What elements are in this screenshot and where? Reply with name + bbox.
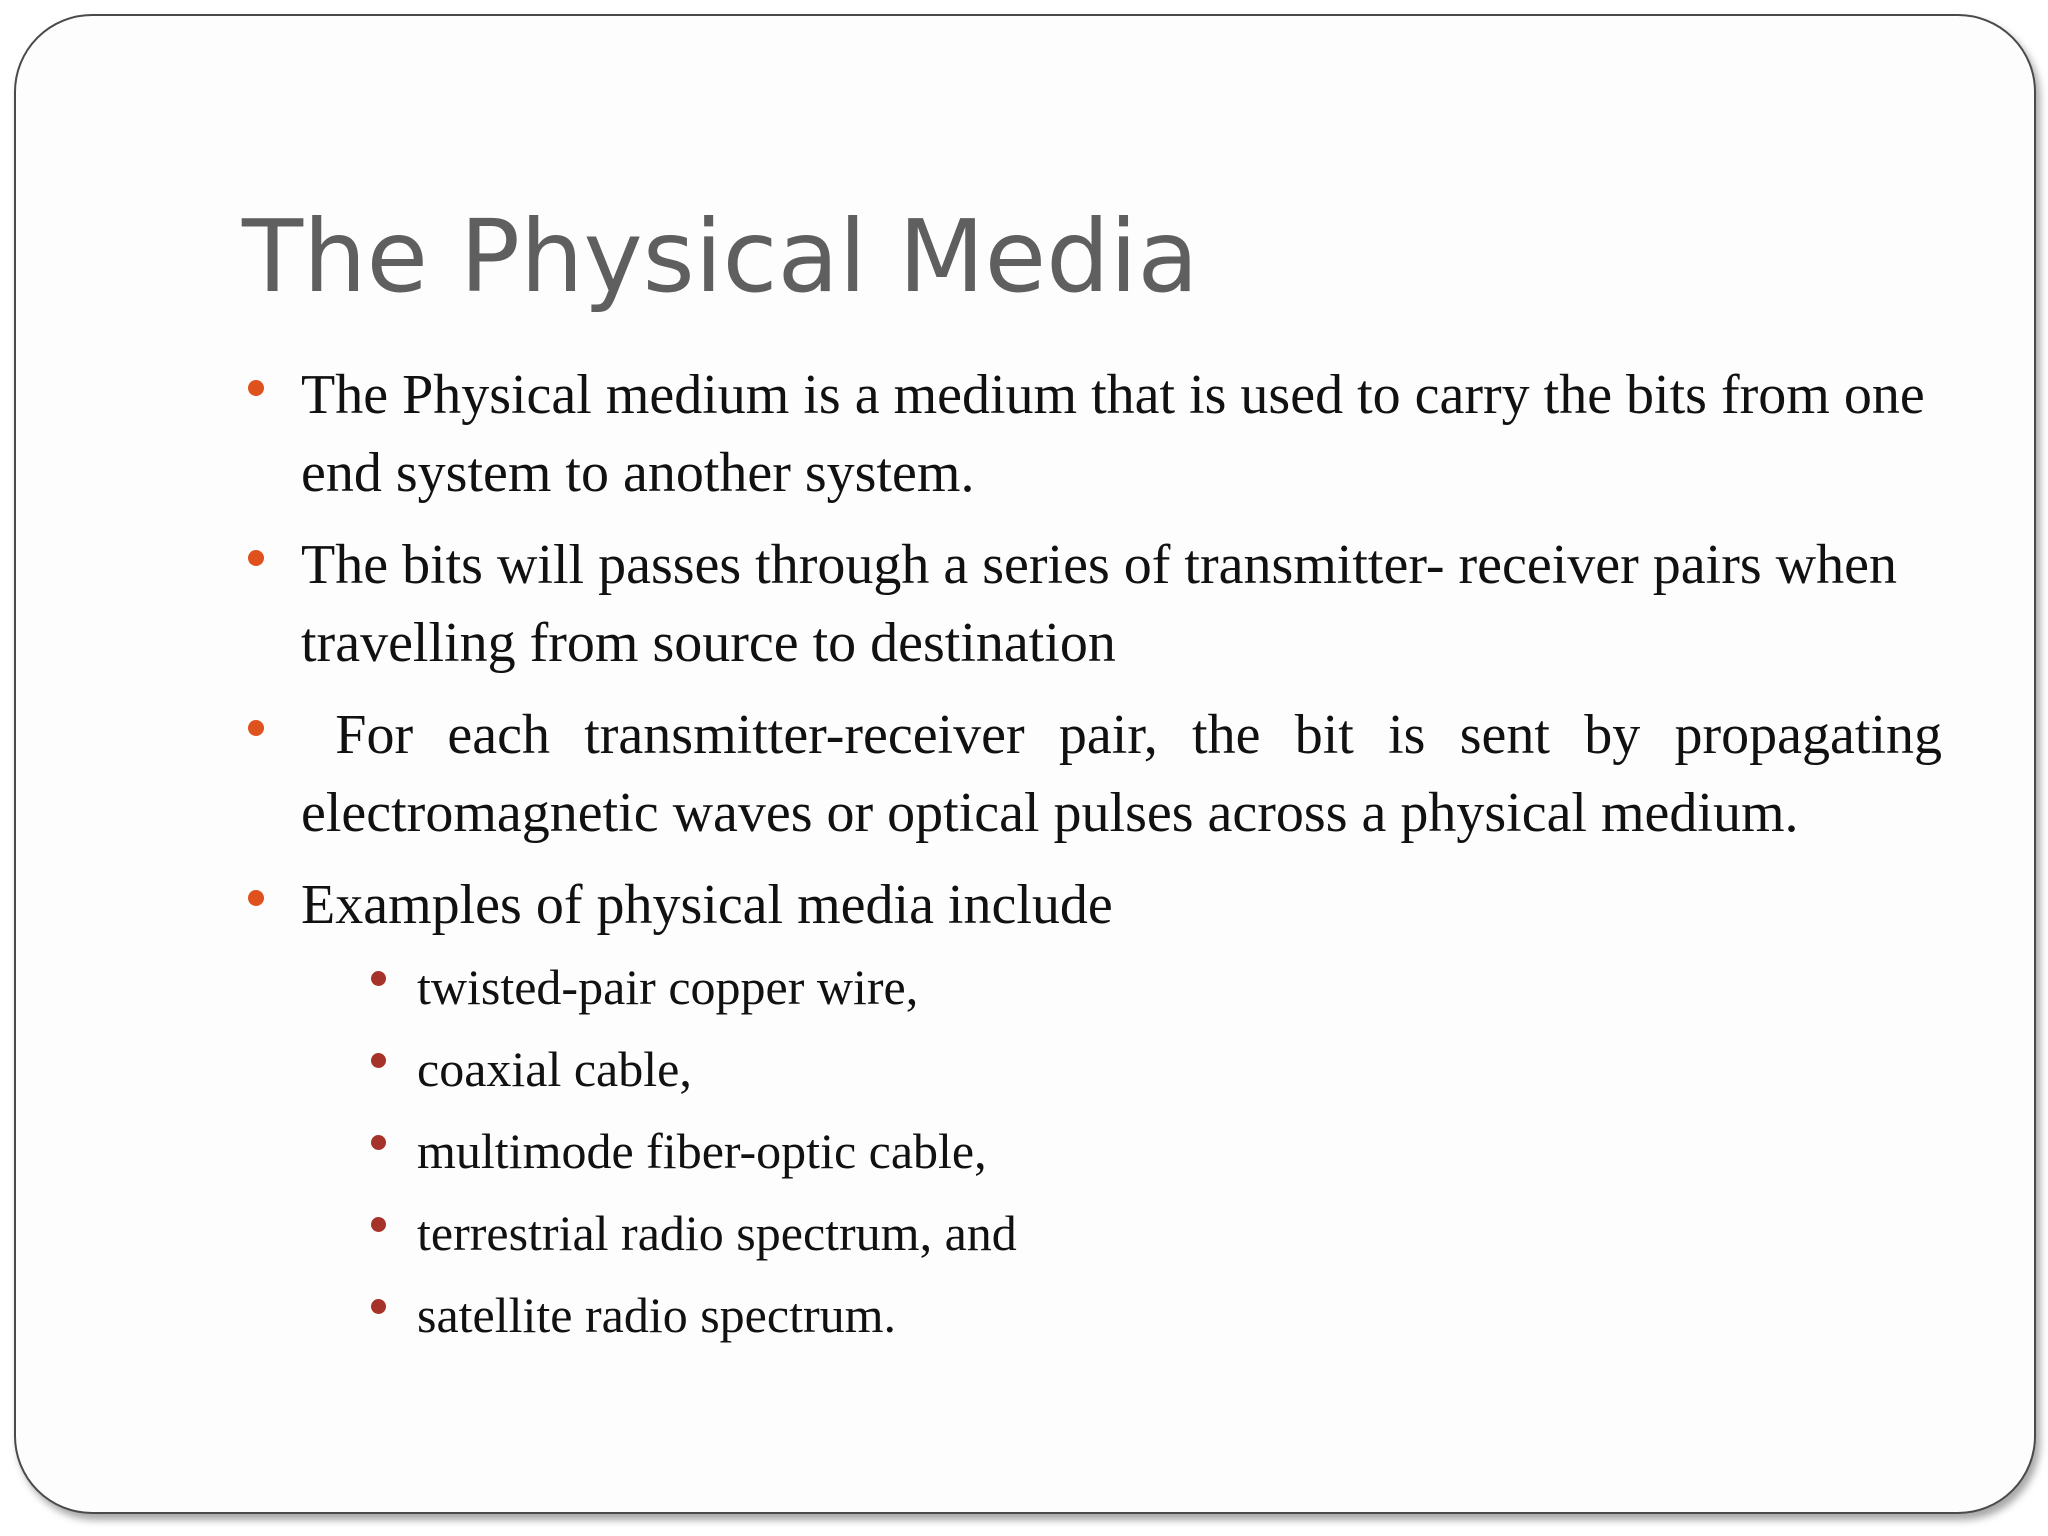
sub-bullet-dot-icon <box>371 971 386 986</box>
sub-bullet-item <box>301 1274 1942 1356</box>
sub-bullet-dot-icon <box>371 1217 386 1232</box>
bullet-text: Examples of physical media include <box>301 874 1113 936</box>
sub-bullet-item <box>301 1192 1942 1274</box>
bullet-dot-icon <box>248 720 264 736</box>
sub-bullet-dot-icon <box>371 1053 386 1068</box>
sub-bullet-text: coaxial cable, <box>417 1041 692 1097</box>
slide-frame <box>14 14 2036 1514</box>
sub-bullet-item <box>301 946 1942 1028</box>
bullet-text: The bits will passes through a series of transmitter- receiver pairs when travelling from source to destination <box>301 534 1897 674</box>
sub-bullet-text: multimode fiber-optic cable, <box>417 1123 987 1179</box>
bullet-text: The Physical medium is a medium that is used to carry the bits from one end system to another system. <box>301 364 1925 504</box>
sub-bullet-dot-icon <box>371 1135 386 1150</box>
bullet-list <box>242 356 1957 1370</box>
sub-bullet-item <box>301 1028 1942 1110</box>
bullet-text: For each transmitter-receiver pair, the bit is sent by propagating electromagnetic waves or optical pulses across a physical medium. <box>301 704 1957 844</box>
bullet-dot-icon <box>248 550 264 566</box>
bullet-dot-icon <box>248 890 264 906</box>
sub-bullet-list <box>301 946 1942 1356</box>
sub-bullet-dot-icon <box>371 1299 386 1314</box>
sub-bullet-text: twisted-pair copper wire, <box>417 959 919 1015</box>
slide-title: The Physical Media <box>242 198 1199 315</box>
bullet-item <box>242 696 1957 852</box>
sub-bullet-text: terrestrial radio spectrum, and <box>417 1205 1017 1261</box>
bullet-dot-icon <box>248 380 264 396</box>
bullet-item <box>242 356 1942 512</box>
sub-bullet-text: satellite radio spectrum. <box>417 1287 897 1343</box>
sub-bullet-item <box>301 1110 1942 1192</box>
bullet-item <box>242 526 1942 682</box>
bullet-item <box>242 866 1942 1356</box>
